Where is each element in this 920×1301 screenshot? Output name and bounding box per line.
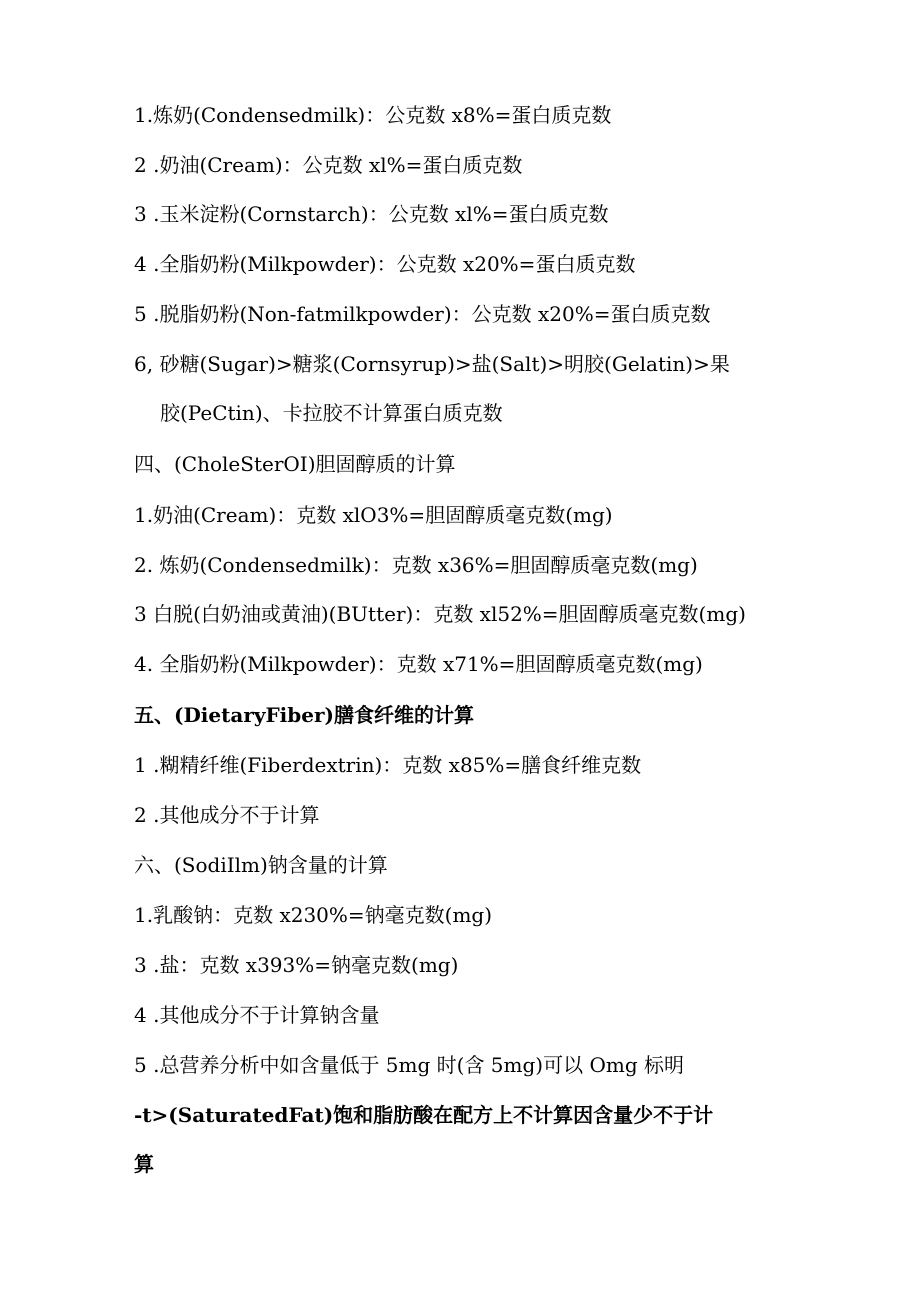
protein-item-5: 5 .脱脂奶粉(Non-fatmilkpowder)：公克数 x20%=蛋白质克数 xyxy=(134,302,711,326)
section-heading-saturated-fat-continued: 算 xyxy=(134,1152,154,1176)
cholesterol-item-3: 3 白脱(白奶油或黄油)(BUtter)：克数 xl52%=胆固醇质毫克数(mg) xyxy=(134,602,746,626)
protein-item-6: 6, 砂糖(Sugar)>糖浆(Cornsyrup)>盐(Salt)>明胶(Gelatin)>果 xyxy=(134,352,730,376)
sodium-item-5: 5 .总营养分析中如含量低于 5mg 时(含 5mg)可以 Omg 标明 xyxy=(134,1053,684,1077)
section-heading-saturated-fat: -t>(SaturatedFat)饱和脂肪酸在配方上不计算因含量少不于计 xyxy=(134,1103,714,1127)
protein-item-4: 4 .全脂奶粉(Milkpowder)：公克数 x20%=蛋白质克数 xyxy=(134,252,636,276)
sodium-item-4: 4 .其他成分不于计算钠含量 xyxy=(134,1003,380,1027)
protein-item-6-continued: 胶(PeCtin)、卡拉胶不计算蛋白质克数 xyxy=(160,401,503,425)
protein-item-2: 2 .奶油(Cream)：公克数 xl%=蛋白质克数 xyxy=(134,153,523,177)
fiber-item-1: 1 .糊精纤维(Fiberdextrin)：克数 x85%=膳食纤维克数 xyxy=(134,753,642,777)
protein-item-1: 1.炼奶(Condensedmilk)：公克数 x8%=蛋白质克数 xyxy=(134,103,612,127)
cholesterol-item-4: 4. 全脂奶粉(Milkpowder)：克数 x71%=胆固醇质毫克数(mg) xyxy=(134,652,703,676)
sodium-item-3: 3 .盐：克数 x393%=钠毫克数(mg) xyxy=(134,953,459,977)
fiber-item-2: 2 .其他成分不于计算 xyxy=(134,803,320,827)
section-heading-cholesterol: 四、(CholeSterOI)胆固醇质的计算 xyxy=(134,452,456,476)
section-heading-dietary-fiber: 五、(DietaryFiber)膳食纤维的计算 xyxy=(134,703,474,727)
cholesterol-item-1: 1.奶油(Cream)：克数 xlO3%=胆固醇质毫克数(mg) xyxy=(134,503,613,527)
cholesterol-item-2: 2. 炼奶(Condensedmilk)：克数 x36%=胆固醇质毫克数(mg) xyxy=(134,553,698,577)
protein-item-3: 3 .玉米淀粉(Cornstarch)：公克数 xl%=蛋白质克数 xyxy=(134,202,609,226)
section-heading-sodium: 六、(SodiIlm)钠含量的计算 xyxy=(134,853,388,877)
sodium-item-1: 1.乳酸钠：克数 x230%=钠毫克数(mg) xyxy=(134,903,493,927)
